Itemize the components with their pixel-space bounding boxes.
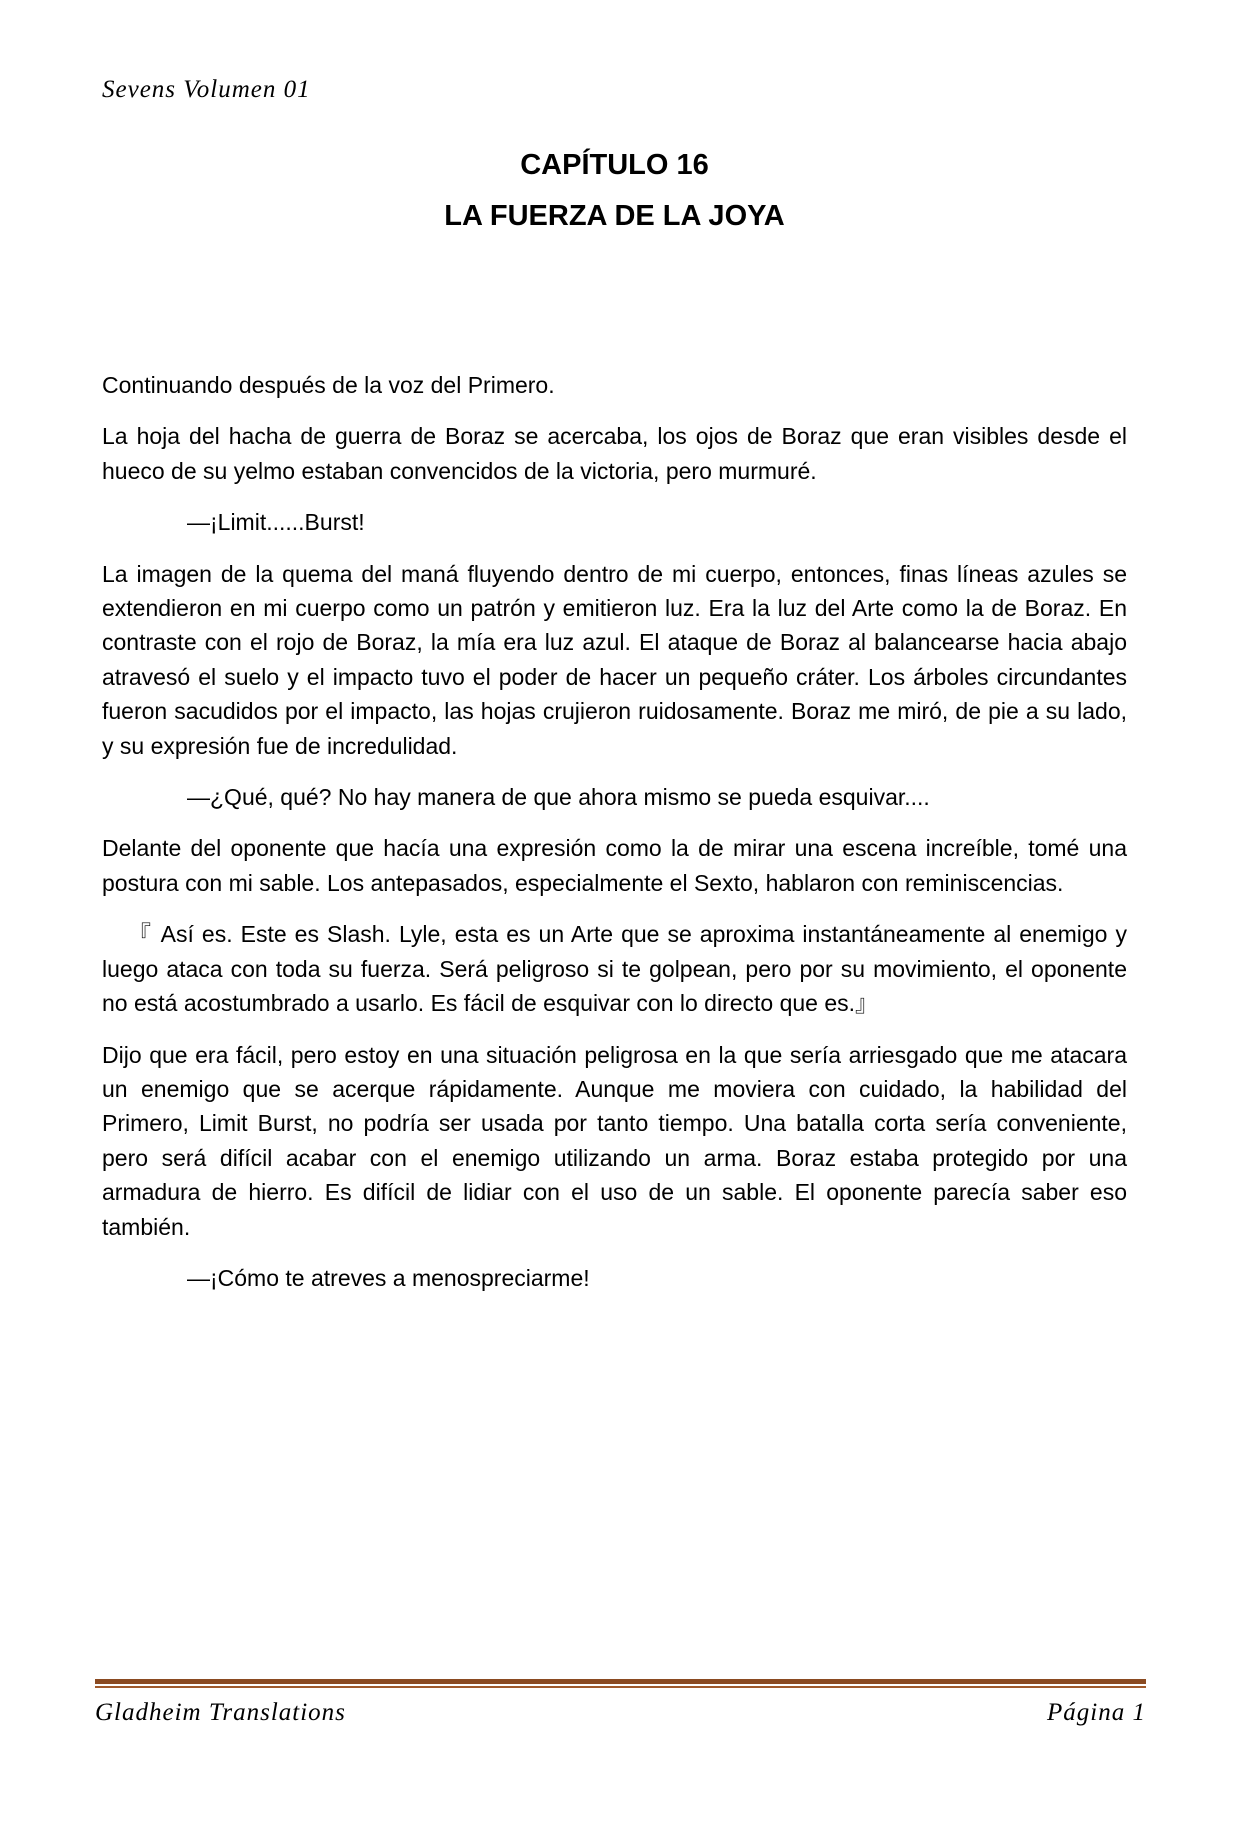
page-header-title: Sevens Volumen 01 [102, 76, 311, 103]
body-paragraph: Dijo que era fácil, pero estoy en una situación peligrosa en la que sería arriesgado que me atacara un enemigo que se acerque rápidamente. Aunque me moviera con cuidado, la habilidad del Primero, Limit Burst, no podría ser usada por tanto tiempo. Una batalla corta sería conveniente, pero será difícil acabar con el enemigo utilizando un arma. Boraz estaba protegido por una armadura de hierro. Es difícil de lidiar con el uso de un sable. El oponente parecía saber eso también. [102, 1041, 1127, 1240]
footer-page-number: Página 1 [1047, 1699, 1146, 1726]
dialogue-line: —¡Limit......Burst! [187, 509, 365, 536]
document-body [102, 368, 1127, 1295]
body-paragraph: Continuando después de la voz del Primero. [102, 372, 555, 398]
footer-translator-credit: Gladheim Translations [95, 1699, 346, 1726]
dialogue-line: —¿Qué, qué? No hay manera de que ahora mismo se pueda esquivar.... [187, 784, 930, 811]
body-paragraph: La hoja del hacha de guerra de Boraz se acercaba, los ojos de Boraz que eran visibles desde el hueco de su yelmo estaban convencidos de la victoria, pero murmuré. [102, 423, 1127, 484]
chapter-name: LA FUERZA DE LA JOYA [444, 200, 785, 232]
body-paragraph: Delante del oponente que hacía una expresión como la de mirar una escena increíble, tomé una postura con mi sable. Los antepasados, especialmente el Sexto, hablaron con reminiscencias. [102, 835, 1127, 896]
chapter-number: CAPÍTULO 16 [520, 149, 709, 181]
footer-row [95, 1699, 1146, 1727]
chapter-title-block [102, 140, 1127, 242]
document-page [0, 74, 1241, 1828]
footer-divider-thin [95, 1686, 1146, 1688]
page-footer [95, 1679, 1146, 1727]
body-paragraph: La imagen de la quema del maná fluyendo dentro de mi cuerpo, entonces, finas líneas azules se extendieron en mi cuerpo como un patrón y emitieron luz. Era la luz del Arte como la de Boraz. En contraste con el rojo de Boraz, la mía era luz azul. El ataque de Boraz al balancearse hacia abajo atravesó el suelo y el impacto tuvo el poder de hacer un pequeño cráter. Los árboles circundantes fueron sacudidos por el impacto, las hojas crujieron ruidosamente. Boraz me miró, de pie a su lado, y su expresión fue de incredulidad. [102, 560, 1127, 759]
dialogue-line: —¡Cómo te atreves a menospreciarme! [187, 1264, 590, 1291]
body-paragraph: 『 Así es. Este es Slash. Lyle, esta es un Arte que se aproxima instantáneamente al enemigo y luego ataca con toda su fuerza. Será peligroso si te golpean, pero por su movimiento, el oponente no está acostumbrado a usarlo. Es fácil de esquivar con lo directo que es.』 [102, 921, 1127, 1017]
